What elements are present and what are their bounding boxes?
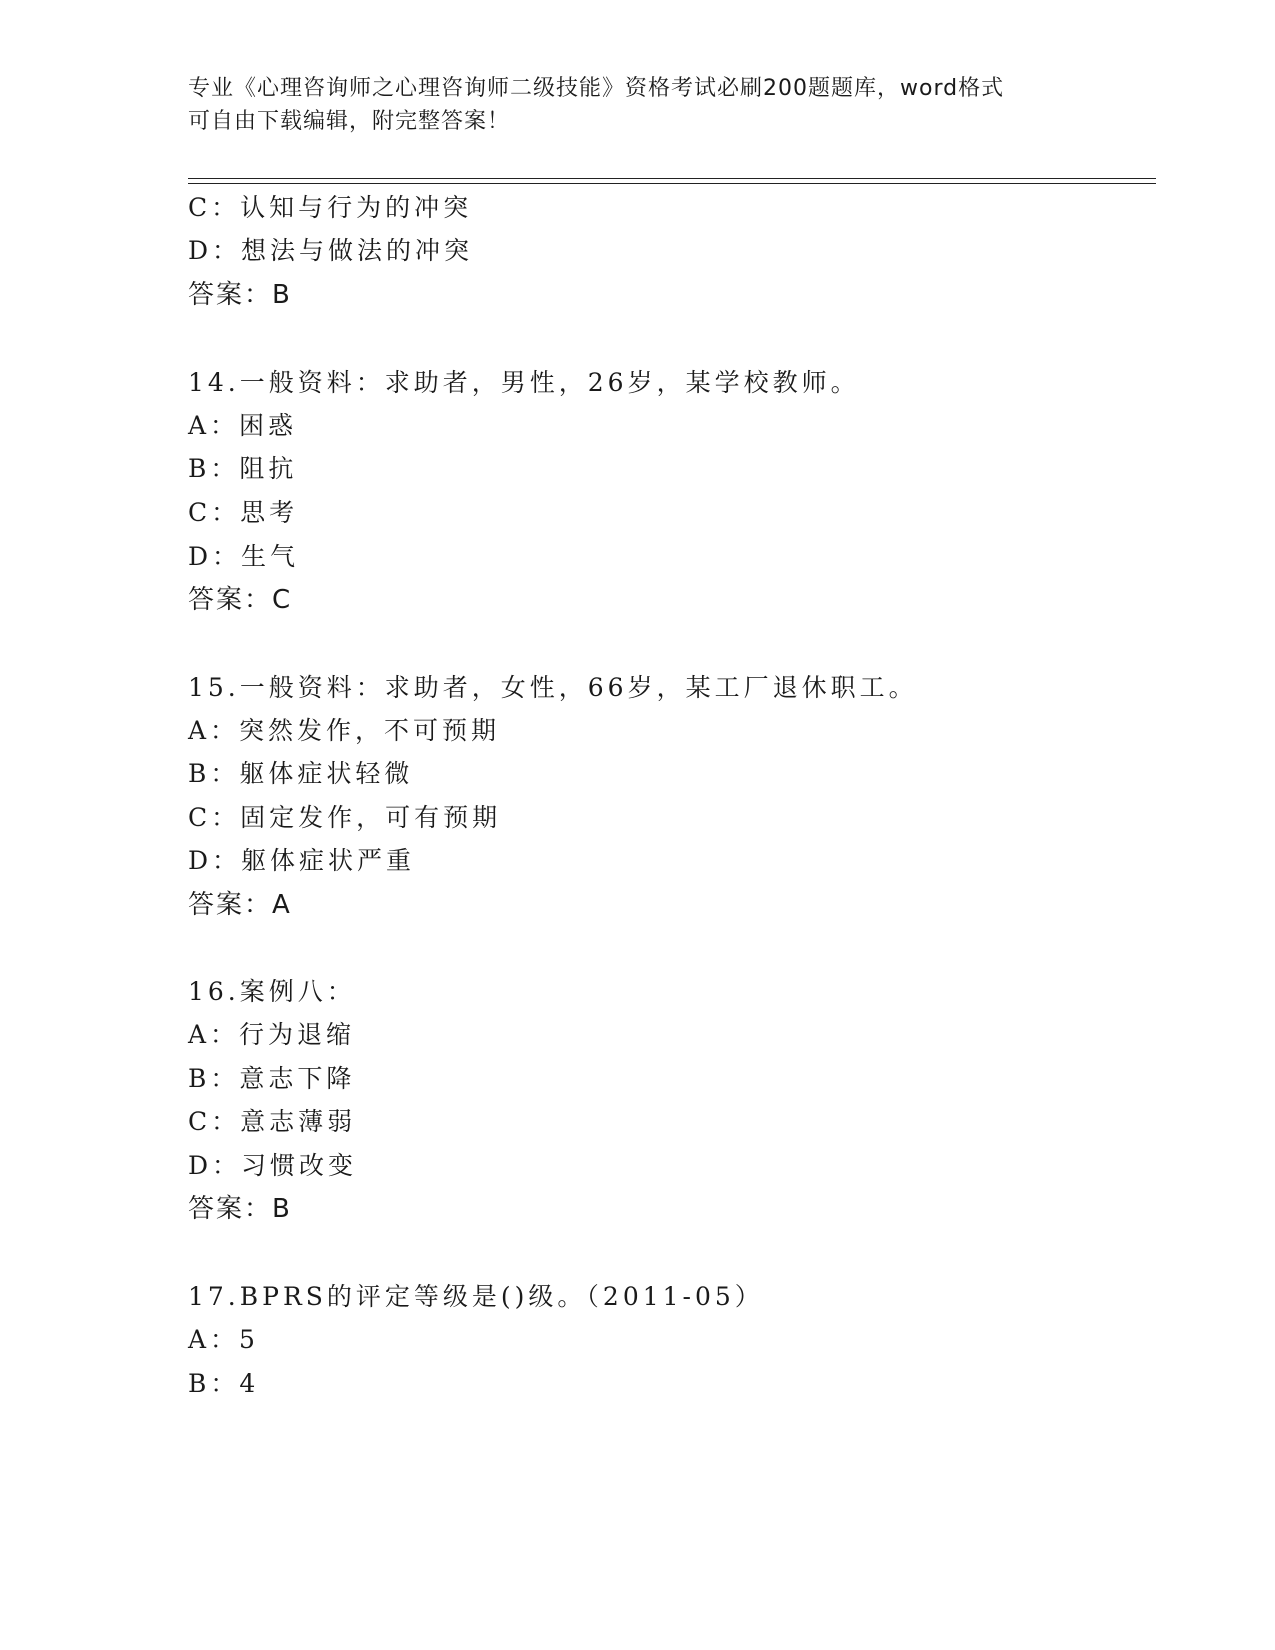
option-b: B：躯体症状轻微 [188, 759, 414, 788]
question-stem: 17.BPRS的评定等级是()级。（2011-05） [188, 1282, 764, 1311]
header-divider-bottom [188, 183, 1156, 184]
option-a: A：突然发作，不可预期 [188, 716, 501, 745]
option-b: B：4 [188, 1369, 260, 1398]
header-line-2: 可自由下载编辑，附完整答案！ [188, 109, 511, 134]
option-b: B：意志下降 [188, 1064, 356, 1093]
option-c: C：认知与行为的冲突 [188, 193, 473, 222]
option-a: A：行为退缩 [188, 1020, 356, 1049]
option-d: D：习惯改变 [188, 1151, 358, 1180]
option-a: A：5 [188, 1325, 259, 1354]
header-divider-top [188, 178, 1156, 179]
option-c: C：思考 [188, 498, 299, 527]
document-header [188, 72, 1088, 138]
header-line-1: 专业《心理咨询师之心理咨询师二级技能》资格考试必刷200题题库，word格式 [188, 76, 1005, 101]
answer: 答案：B [188, 1194, 292, 1224]
answer: 答案：C [188, 585, 293, 615]
question-stem: 14.一般资料：求助者，男性，26岁，某学校教师。 [188, 368, 860, 397]
option-d: D：生气 [188, 542, 300, 571]
question-stem: 15.一般资料：求助者，女性，66岁，某工厂退休职工。 [188, 673, 918, 702]
answer: 答案：B [188, 280, 292, 310]
option-d: D：想法与做法的冲突 [188, 236, 474, 265]
option-c: C：固定发作，可有预期 [188, 803, 502, 832]
option-a: A：困惑 [188, 411, 298, 440]
question-stem: 16.案例八： [188, 977, 356, 1006]
option-d: D：躯体症状严重 [188, 846, 416, 875]
answer: 答案：A [188, 890, 292, 920]
option-b: B：阻抗 [188, 454, 298, 483]
option-c: C：意志薄弱 [188, 1107, 357, 1136]
